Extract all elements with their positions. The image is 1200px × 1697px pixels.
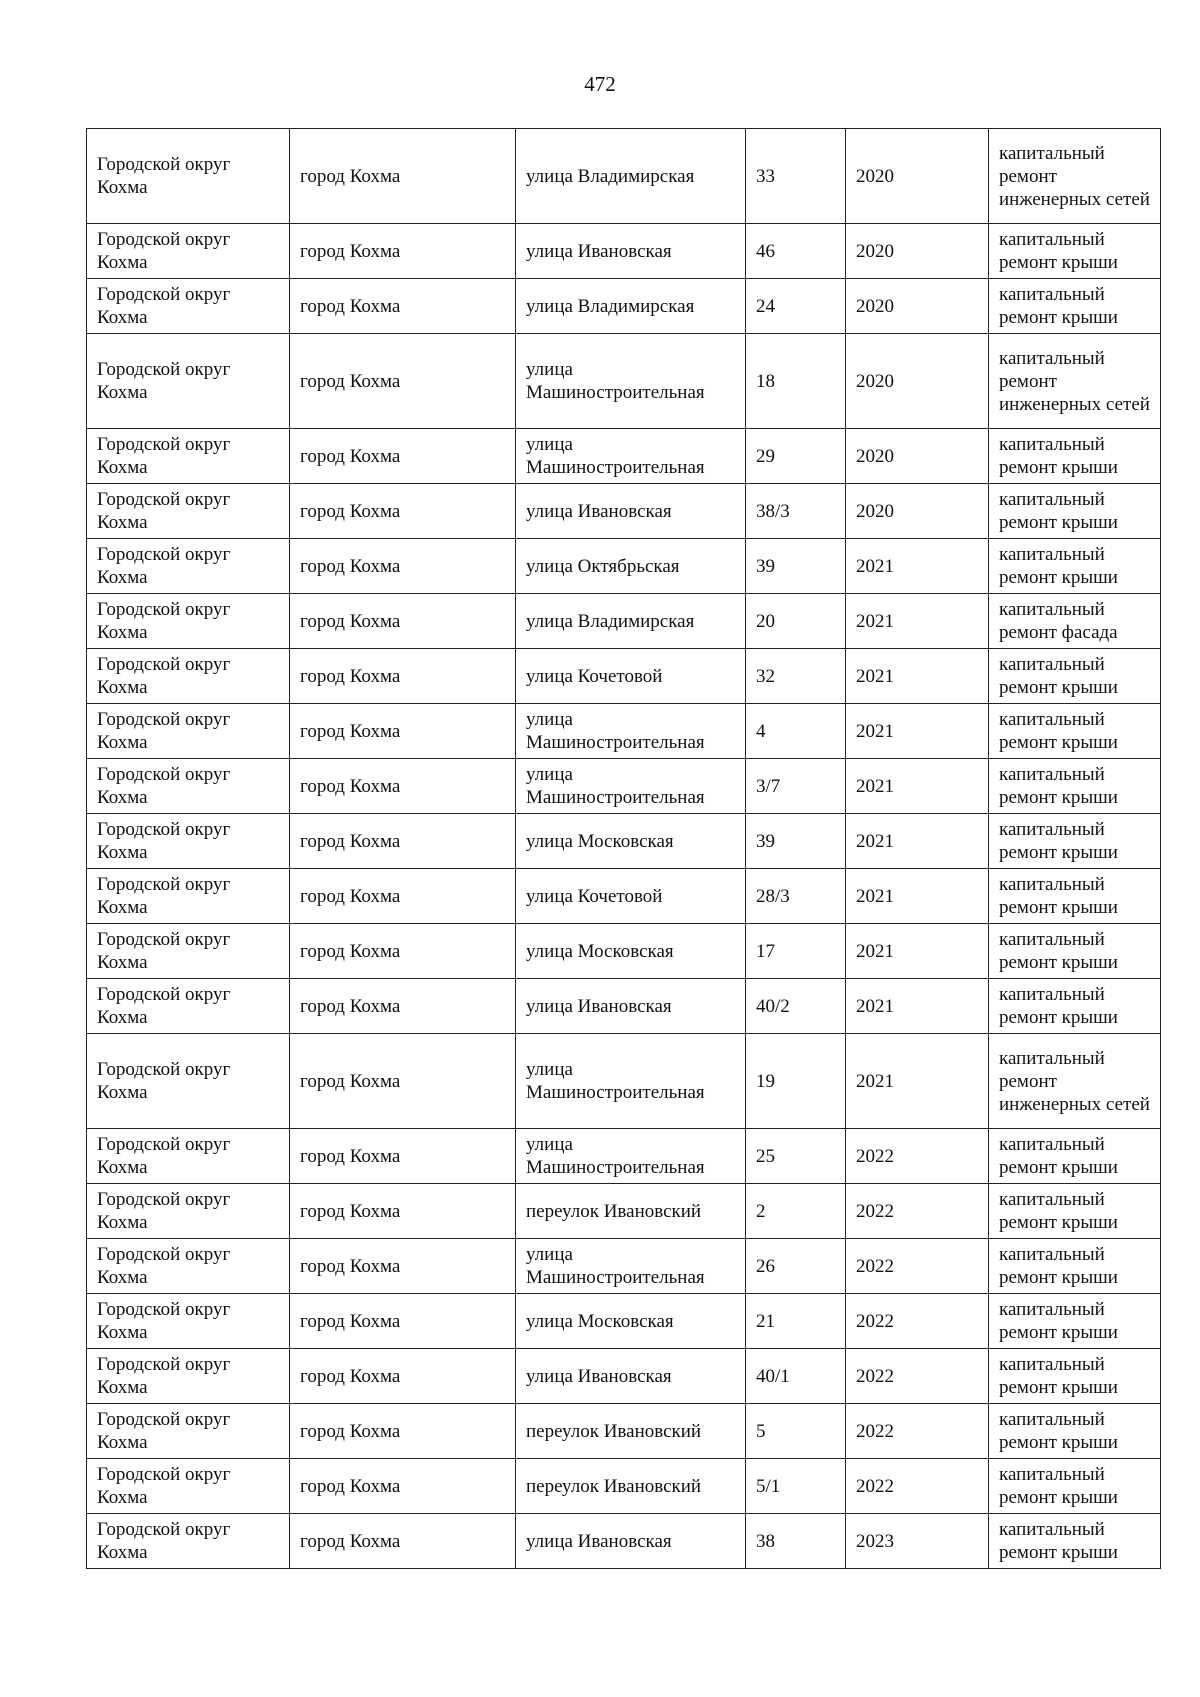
year-cell: 2022 — [846, 1404, 989, 1459]
page-number: 472 — [584, 72, 616, 96]
year-cell: 2021 — [846, 979, 989, 1034]
work-type-cell: капитальный ремонт крыши — [989, 224, 1161, 279]
street-cell: улица Московская — [516, 814, 746, 869]
year-cell: 2021 — [846, 539, 989, 594]
locality-cell: город Кохма — [290, 1459, 516, 1514]
municipality-cell: Городской округ Кохма — [87, 1404, 290, 1459]
house-number-cell: 40/1 — [746, 1349, 846, 1404]
house-number-cell: 21 — [746, 1294, 846, 1349]
street-cell: улица Владимирская — [516, 594, 746, 649]
municipality-cell: Городской округ Кохма — [87, 1294, 290, 1349]
locality-cell: город Кохма — [290, 1514, 516, 1569]
work-type-cell: капитальный ремонт инженерных сетей — [989, 129, 1161, 224]
work-type-cell: капитальный ремонт крыши — [989, 924, 1161, 979]
house-number-cell: 39 — [746, 814, 846, 869]
table-body — [87, 129, 1161, 1569]
house-number-cell: 3/7 — [746, 759, 846, 814]
table-row — [87, 1404, 1161, 1459]
municipality-cell: Городской округ Кохма — [87, 594, 290, 649]
table-row — [87, 924, 1161, 979]
work-type-cell: капитальный ремонт крыши — [989, 1239, 1161, 1294]
table-row — [87, 1184, 1161, 1239]
street-cell: улица Машиностроительная — [516, 334, 746, 429]
table-row — [87, 224, 1161, 279]
municipality-cell: Городской округ Кохма — [87, 279, 290, 334]
municipality-cell: Городской округ Кохма — [87, 429, 290, 484]
locality-cell: город Кохма — [290, 1349, 516, 1404]
year-cell: 2021 — [846, 649, 989, 704]
year-cell: 2020 — [846, 279, 989, 334]
street-cell: улица Ивановская — [516, 484, 746, 539]
house-number-cell: 26 — [746, 1239, 846, 1294]
year-cell: 2020 — [846, 224, 989, 279]
table-row — [87, 704, 1161, 759]
municipality-cell: Городской округ Кохма — [87, 759, 290, 814]
repair-schedule-table — [86, 128, 1161, 1569]
street-cell: переулок Ивановский — [516, 1184, 746, 1239]
table-row — [87, 484, 1161, 539]
year-cell: 2022 — [846, 1129, 989, 1184]
municipality-cell: Городской округ Кохма — [87, 1514, 290, 1569]
table-row — [87, 649, 1161, 704]
street-cell: улица Ивановская — [516, 1514, 746, 1569]
street-cell: улица Кочетовой — [516, 869, 746, 924]
municipality-cell: Городской округ Кохма — [87, 814, 290, 869]
work-type-cell: капитальный ремонт крыши — [989, 1294, 1161, 1349]
table-row — [87, 539, 1161, 594]
house-number-cell: 24 — [746, 279, 846, 334]
year-cell: 2021 — [846, 924, 989, 979]
table-row — [87, 1514, 1161, 1569]
house-number-cell: 25 — [746, 1129, 846, 1184]
table-row — [87, 1034, 1161, 1129]
street-cell: улица Кочетовой — [516, 649, 746, 704]
street-cell: переулок Ивановский — [516, 1459, 746, 1514]
locality-cell: город Кохма — [290, 484, 516, 539]
year-cell: 2021 — [846, 869, 989, 924]
street-cell: улица Машиностроительная — [516, 429, 746, 484]
year-cell: 2021 — [846, 814, 989, 869]
house-number-cell: 46 — [746, 224, 846, 279]
locality-cell: город Кохма — [290, 1239, 516, 1294]
street-cell: улица Октябрьская — [516, 539, 746, 594]
municipality-cell: Городской округ Кохма — [87, 649, 290, 704]
locality-cell: город Кохма — [290, 1404, 516, 1459]
street-cell: улица Московская — [516, 1294, 746, 1349]
locality-cell: город Кохма — [290, 704, 516, 759]
locality-cell: город Кохма — [290, 869, 516, 924]
year-cell: 2021 — [846, 704, 989, 759]
year-cell: 2022 — [846, 1294, 989, 1349]
year-cell: 2020 — [846, 484, 989, 539]
table-row — [87, 334, 1161, 429]
house-number-cell: 18 — [746, 334, 846, 429]
locality-cell: город Кохма — [290, 1294, 516, 1349]
locality-cell: город Кохма — [290, 979, 516, 1034]
street-cell: улица Московская — [516, 924, 746, 979]
municipality-cell: Городской округ Кохма — [87, 869, 290, 924]
locality-cell: город Кохма — [290, 279, 516, 334]
house-number-cell: 4 — [746, 704, 846, 759]
locality-cell: город Кохма — [290, 814, 516, 869]
locality-cell: город Кохма — [290, 224, 516, 279]
municipality-cell: Городской округ Кохма — [87, 1034, 290, 1129]
house-number-cell: 40/2 — [746, 979, 846, 1034]
locality-cell: город Кохма — [290, 334, 516, 429]
year-cell: 2021 — [846, 594, 989, 649]
work-type-cell: капитальный ремонт крыши — [989, 1349, 1161, 1404]
municipality-cell: Городской округ Кохма — [87, 704, 290, 759]
work-type-cell: капитальный ремонт крыши — [989, 704, 1161, 759]
house-number-cell: 38/3 — [746, 484, 846, 539]
locality-cell: город Кохма — [290, 594, 516, 649]
year-cell: 2021 — [846, 759, 989, 814]
house-number-cell: 28/3 — [746, 869, 846, 924]
work-type-cell: капитальный ремонт крыши — [989, 484, 1161, 539]
house-number-cell: 39 — [746, 539, 846, 594]
house-number-cell: 38 — [746, 1514, 846, 1569]
street-cell: улица Машиностроительная — [516, 759, 746, 814]
street-cell: улица Ивановская — [516, 1349, 746, 1404]
table-row — [87, 1129, 1161, 1184]
table-row — [87, 594, 1161, 649]
table-row — [87, 759, 1161, 814]
locality-cell: город Кохма — [290, 539, 516, 594]
table-row — [87, 869, 1161, 924]
street-cell: улица Владимирская — [516, 279, 746, 334]
work-type-cell: капитальный ремонт крыши — [989, 869, 1161, 924]
municipality-cell: Городской округ Кохма — [87, 224, 290, 279]
work-type-cell: капитальный ремонт крыши — [989, 1404, 1161, 1459]
year-cell: 2020 — [846, 334, 989, 429]
house-number-cell: 33 — [746, 129, 846, 224]
house-number-cell: 2 — [746, 1184, 846, 1239]
year-cell: 2022 — [846, 1459, 989, 1514]
year-cell: 2020 — [846, 129, 989, 224]
year-cell: 2021 — [846, 1034, 989, 1129]
street-cell: улица Машиностроительная — [516, 1129, 746, 1184]
municipality-cell: Городской округ Кохма — [87, 1459, 290, 1514]
table-row — [87, 979, 1161, 1034]
work-type-cell: капитальный ремонт крыши — [989, 539, 1161, 594]
work-type-cell: капитальный ремонт крыши — [989, 759, 1161, 814]
work-type-cell: капитальный ремонт крыши — [989, 979, 1161, 1034]
work-type-cell: капитальный ремонт инженерных сетей — [989, 334, 1161, 429]
table-row — [87, 279, 1161, 334]
locality-cell: город Кохма — [290, 429, 516, 484]
municipality-cell: Городской округ Кохма — [87, 1239, 290, 1294]
municipality-cell: Городской округ Кохма — [87, 924, 290, 979]
municipality-cell: Городской округ Кохма — [87, 1129, 290, 1184]
locality-cell: город Кохма — [290, 924, 516, 979]
street-cell: улица Ивановская — [516, 224, 746, 279]
street-cell: переулок Ивановский — [516, 1404, 746, 1459]
street-cell: улица Машиностроительная — [516, 704, 746, 759]
house-number-cell: 17 — [746, 924, 846, 979]
table-row — [87, 814, 1161, 869]
work-type-cell: капитальный ремонт крыши — [989, 1129, 1161, 1184]
locality-cell: город Кохма — [290, 129, 516, 224]
municipality-cell: Городской округ Кохма — [87, 1349, 290, 1404]
table-row — [87, 129, 1161, 224]
house-number-cell: 32 — [746, 649, 846, 704]
work-type-cell: капитальный ремонт крыши — [989, 1459, 1161, 1514]
work-type-cell: капитальный ремонт крыши — [989, 1184, 1161, 1239]
locality-cell: город Кохма — [290, 1129, 516, 1184]
work-type-cell: капитальный ремонт инженерных сетей — [989, 1034, 1161, 1129]
house-number-cell: 19 — [746, 1034, 846, 1129]
street-cell: улица Ивановская — [516, 979, 746, 1034]
house-number-cell: 20 — [746, 594, 846, 649]
table-row — [87, 1459, 1161, 1514]
table-row — [87, 1349, 1161, 1404]
year-cell: 2022 — [846, 1239, 989, 1294]
municipality-cell: Городской округ Кохма — [87, 539, 290, 594]
year-cell: 2022 — [846, 1184, 989, 1239]
work-type-cell: капитальный ремонт крыши — [989, 429, 1161, 484]
year-cell: 2020 — [846, 429, 989, 484]
table-row — [87, 429, 1161, 484]
work-type-cell: капитальный ремонт крыши — [989, 814, 1161, 869]
work-type-cell: капитальный ремонт крыши — [989, 1514, 1161, 1569]
municipality-cell: Городской округ Кохма — [87, 129, 290, 224]
locality-cell: город Кохма — [290, 1184, 516, 1239]
work-type-cell: капитальный ремонт крыши — [989, 279, 1161, 334]
house-number-cell: 5/1 — [746, 1459, 846, 1514]
work-type-cell: капитальный ремонт фасада — [989, 594, 1161, 649]
work-type-cell: капитальный ремонт крыши — [989, 649, 1161, 704]
table-row — [87, 1294, 1161, 1349]
year-cell: 2023 — [846, 1514, 989, 1569]
locality-cell: город Кохма — [290, 649, 516, 704]
street-cell: улица Машиностроительная — [516, 1239, 746, 1294]
year-cell: 2022 — [846, 1349, 989, 1404]
street-cell: улица Машиностроительная — [516, 1034, 746, 1129]
municipality-cell: Городской округ Кохма — [87, 979, 290, 1034]
house-number-cell: 5 — [746, 1404, 846, 1459]
municipality-cell: Городской округ Кохма — [87, 334, 290, 429]
locality-cell: город Кохма — [290, 759, 516, 814]
locality-cell: город Кохма — [290, 1034, 516, 1129]
municipality-cell: Городской округ Кохма — [87, 484, 290, 539]
house-number-cell: 29 — [746, 429, 846, 484]
street-cell: улица Владимирская — [516, 129, 746, 224]
table-row — [87, 1239, 1161, 1294]
municipality-cell: Городской округ Кохма — [87, 1184, 290, 1239]
